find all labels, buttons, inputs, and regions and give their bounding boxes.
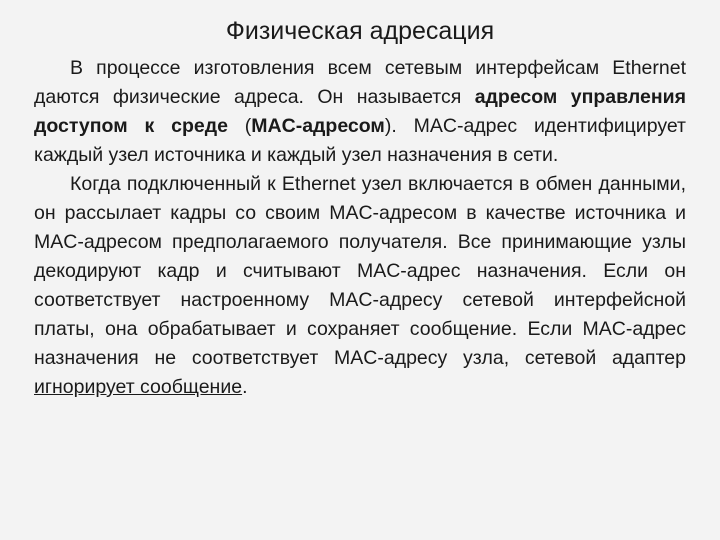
slide-body bbox=[34, 54, 686, 402]
p2-underlined: игнорирует сообщение bbox=[34, 376, 243, 398]
slide-title: Физическая адресация bbox=[225, 17, 495, 45]
paragraph-2 bbox=[34, 170, 686, 402]
p1-term-bold: адресом управления доступом к среде bbox=[34, 86, 686, 137]
p2-text-a: Когда подключенный к Ethernet узел включается в обмен данными, он рассылает кадры со своим MAC-адресом в качестве источника и MAC-адресом предполагаемого получателя. Все принимающие узлы декодируют кадр и считывают MAC-адрес назначения. Если он соответствует настроенному MAC-адресу сетевой интерфейсной платы, она обрабатывает и сохраняет сообщение. Если MAC-адрес назначения не соответствует MAC-адресу узла, сетевой адаптер bbox=[34, 173, 686, 369]
p1-text-a: В процессе изготовления всем сетевым интерфейсам Ethernet даются физические адреса. Он называется bbox=[34, 57, 686, 108]
paragraph-1 bbox=[34, 54, 686, 170]
p1-text-c: ( bbox=[227, 115, 252, 137]
p1-mac-bold: MAC-адресом bbox=[251, 115, 385, 137]
p2-text-c: . bbox=[242, 376, 248, 398]
p1-text-e: ). MAC-адрес идентифицирует каждый узел источника и каждый узел назначения в сети. bbox=[34, 115, 686, 166]
